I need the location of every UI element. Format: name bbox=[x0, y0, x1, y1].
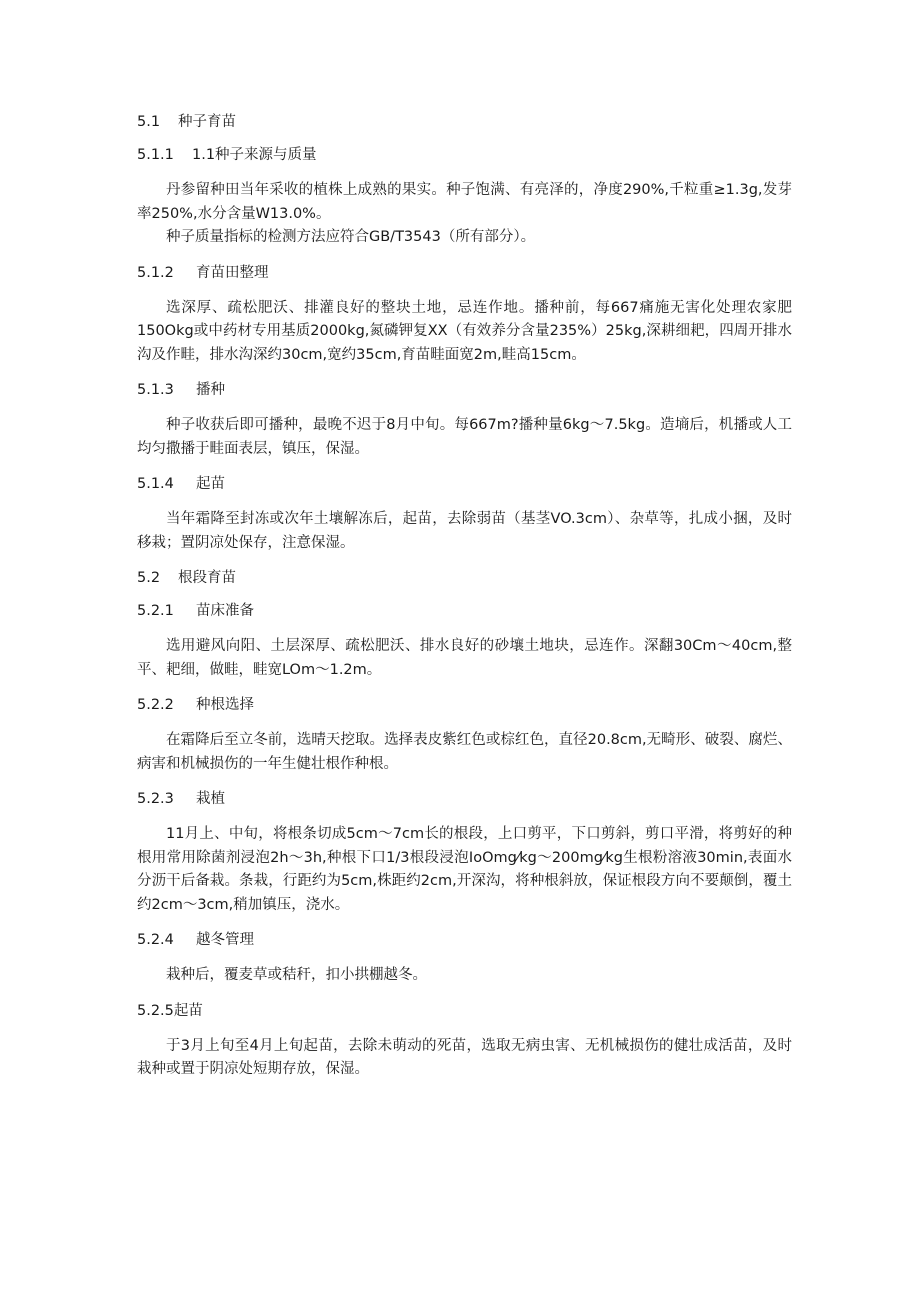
section-heading-5-2-2 bbox=[137, 695, 792, 715]
document-body bbox=[137, 112, 792, 1082]
section-title: 种子育苗 bbox=[178, 114, 236, 130]
section-number: 5.2.4 bbox=[137, 932, 174, 948]
section-heading-5-1-2 bbox=[137, 263, 792, 283]
paragraph: 丹参留种田当年采收的植株上成熟的果实。种子饱满、有亮泽的，净度290%,千粒重≥1.3g,发芽率250%,水分含量W13.0%。 bbox=[137, 182, 792, 222]
section-title: 苗床准备 bbox=[196, 603, 254, 619]
paragraph: 选深厚、疏松肥沃、排灌良好的整块土地，忌连作地。播种前，每667痛施无害化处理农家肥150Okg或中药材专用基质2000kg,氮磷钾复XX（有效养分含量235%）25kg,深耕细耙，四周开排水沟及作畦，排水沟深约30cm,宽约35cm,育苗畦面宽2m,畦高15cm。 bbox=[137, 299, 792, 363]
section-title: 起苗 bbox=[196, 476, 225, 492]
paragraph: 种子收获后即可播种，最晚不迟于8月中旬。每667m?播种量6kg～7.5kg。造墒后，机播或人工均匀撒播于畦面表层，镇压，保湿。 bbox=[137, 417, 792, 457]
section-heading-5-2-4 bbox=[137, 930, 792, 950]
section-number: 5.1.3 bbox=[137, 382, 174, 398]
paragraph: 11月上、中旬，将根条切成5cm～7cm长的根段，上口剪平，下口剪斜，剪口平滑，将剪好的种根用常用除菌剂浸泡2h～3h,种根下口1/3根段浸泡IoOmg⁄kg～200mg⁄kg生根粉溶液30min,表面水分沥干后备栽。条栽，行距约为5cm,株距约2cm,开深沟，将种根斜放，保证根段方向不要颠倒，覆土约2cm～3cm,稍加镇压，浇水。 bbox=[137, 826, 792, 913]
section-title: 育苗田整理 bbox=[196, 264, 269, 281]
paragraph: 种子质量指标的检测方法应符合GB/T3543（所有部分）。 bbox=[166, 229, 536, 245]
section-number: 5.2.3 bbox=[137, 791, 174, 807]
paragraph: 选用避风向阳、土层深厚、疏松肥沃、排水良好的砂壤土地块，忌连作。深翻30Cm～40cm,整平、耙细，做畦，畦宽LOm～1.2m。 bbox=[137, 638, 792, 678]
section-title: 越冬管理 bbox=[196, 932, 254, 948]
section-number: 5.1 bbox=[137, 114, 161, 130]
section-heading-5-2 bbox=[137, 568, 792, 588]
section-heading-5-1-1 bbox=[137, 145, 792, 165]
section-number: 5.2.2 bbox=[137, 697, 174, 713]
section-heading-5-2-5 bbox=[137, 1001, 792, 1021]
section-heading-5-2-3 bbox=[137, 789, 792, 809]
section-title: 种根选择 bbox=[196, 697, 254, 713]
section-title: 根段育苗 bbox=[178, 570, 236, 586]
section-title: 栽植 bbox=[196, 791, 225, 807]
paragraph: 于3月上旬至4月上旬起苗，去除未萌动的死苗，选取无病虫害、无机械损伤的健壮成活苗，及时栽种或置于阴凉处短期存放，保湿。 bbox=[137, 1037, 792, 1077]
section-number: 5.1.4 bbox=[137, 476, 174, 492]
paragraph: 当年霜降至封冻或次年土壤解冻后，起苗，去除弱苗（基茎VO.3cm）、杂草等，扎成小捆，及时移栽；置阴凉处保存，注意保湿。 bbox=[137, 511, 792, 551]
section-title: 起苗 bbox=[173, 1002, 203, 1019]
section-title: 1.1种子来源与质量 bbox=[192, 147, 317, 163]
section-heading-5-1-4 bbox=[137, 474, 792, 494]
section-heading-5-1-3 bbox=[137, 380, 792, 400]
section-number: 5.2 bbox=[137, 570, 161, 586]
section-number: 5.1.1 bbox=[137, 147, 174, 163]
paragraph: 栽种后，覆麦草或秸秆，扣小拱棚越冬。 bbox=[166, 967, 427, 983]
section-number: 5.2.5 bbox=[137, 1002, 174, 1019]
section-number: 5.1.2 bbox=[137, 264, 174, 281]
section-heading-5-1 bbox=[137, 112, 792, 132]
section-title: 播种 bbox=[196, 382, 225, 398]
paragraph: 在霜降后至立冬前，选晴天挖取。选择表皮紫红色或棕红色，直径20.8cm,无畸形、破裂、腐烂、病害和机械损伤的一年生健壮根作种根。 bbox=[137, 732, 792, 772]
section-heading-5-2-1 bbox=[137, 601, 792, 621]
section-number: 5.2.1 bbox=[137, 603, 174, 619]
